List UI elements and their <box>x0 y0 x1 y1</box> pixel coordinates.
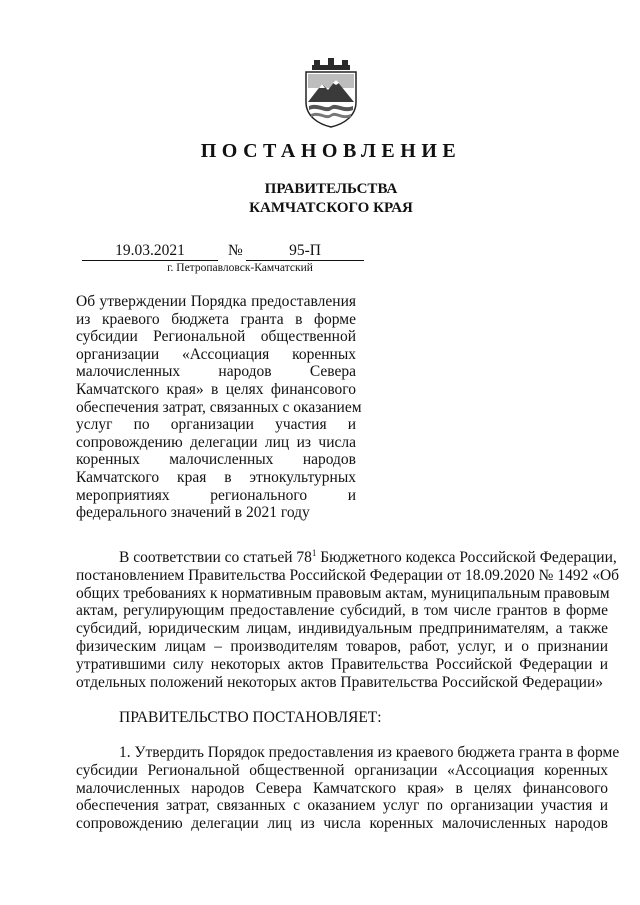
number-sign: № <box>228 242 243 259</box>
number-row <box>246 242 364 261</box>
item-line: малочисленных народов Севера Камчатского края» в целях финансового <box>76 779 608 797</box>
preamble-line: отдельных положений некоторых актов Правительства Российской Федерации» <box>76 673 604 691</box>
preamble-line: утратившими силу некоторых актов Правительства Российской Федерации и <box>76 655 608 673</box>
preamble-line-text: В соответствии со статьей 78 <box>119 549 312 566</box>
issuing-authority <box>0 180 640 218</box>
subject-line: услуг по организации участия и <box>76 416 356 434</box>
preamble-line: физическим лицам – производителям товаров, работ, услуг, и о признании <box>76 637 608 655</box>
article-superscript: 1 <box>311 547 317 558</box>
date-row <box>82 242 218 261</box>
authority-line-2: КАМЧАТСКОГО КРАЯ <box>249 200 413 216</box>
item-line: сопровождению делегации лиц из числа коренных малочисленных народов <box>76 815 608 833</box>
subject-line: сопровождению делегации лиц из числа <box>76 433 356 451</box>
subject-line: малочисленных народов Севера <box>76 363 356 381</box>
preamble-line <box>76 547 617 567</box>
subject-line: Об утверждении Порядка предоставления <box>76 293 356 310</box>
preamble-line: актам, регулирующим предоставление субсидий, в том числе грантов в форме <box>76 602 608 620</box>
subject-line: из краевого бюджета гранта в форме <box>76 310 356 328</box>
item-line: субсидии Региональной общественной организации «Ассоциация коренных <box>76 761 608 779</box>
document-number: 95-П <box>246 242 364 261</box>
resolves-heading <box>76 709 608 727</box>
issue-city: г. Петропавловск-Камчатский <box>167 262 313 274</box>
preamble-paragraph <box>76 547 620 691</box>
document-date: 19.03.2021 <box>82 242 218 261</box>
document-type: ПОСТАНОВЛЕНИЕ <box>200 140 462 162</box>
preamble-line: постановлением Правительства Российской Федерации от 18.09.2020 № 1492 «Об <box>76 566 620 584</box>
subject-line: обеспечения затрат, связанных с оказанием <box>76 398 362 416</box>
subject-line: Камчатского края в этнокультурных <box>76 468 356 486</box>
subject-line: Камчатского края» в целях финансового <box>76 380 356 398</box>
item-line: обеспечения затрат, связанных с оказанием услуг по организации участия и <box>76 797 608 815</box>
subject-line: федерального значений в 2021 году <box>76 504 310 522</box>
subject-line: коренных малочисленных народов <box>76 451 356 469</box>
preamble-line-text: Бюджетного кодекса Российской Федерации, <box>316 549 617 566</box>
subject-line: организации «Ассоциация коренных <box>76 345 356 363</box>
resolves-text: ПРАВИТЕЛЬСТВО ПОСТАНОВЛЯЕТ: <box>119 709 382 726</box>
authority-line-1: ПРАВИТЕЛЬСТВА <box>264 181 398 197</box>
document-subject <box>76 293 362 522</box>
subject-line: мероприятиях регионального и <box>76 486 356 504</box>
item-1-paragraph <box>76 744 620 833</box>
preamble-line: субсидий, юридическим лицам, индивидуальным предпринимателям, а также <box>76 620 608 638</box>
subject-line: субсидии Региональной общественной <box>76 328 356 346</box>
coat-of-arms-icon <box>300 58 362 128</box>
preamble-line: общих требованиях к нормативным правовым актам, муниципальным правовым <box>76 584 610 602</box>
item-line: 1. Утвердить Порядок предоставления из краевого бюджета гранта в форме <box>119 744 620 761</box>
